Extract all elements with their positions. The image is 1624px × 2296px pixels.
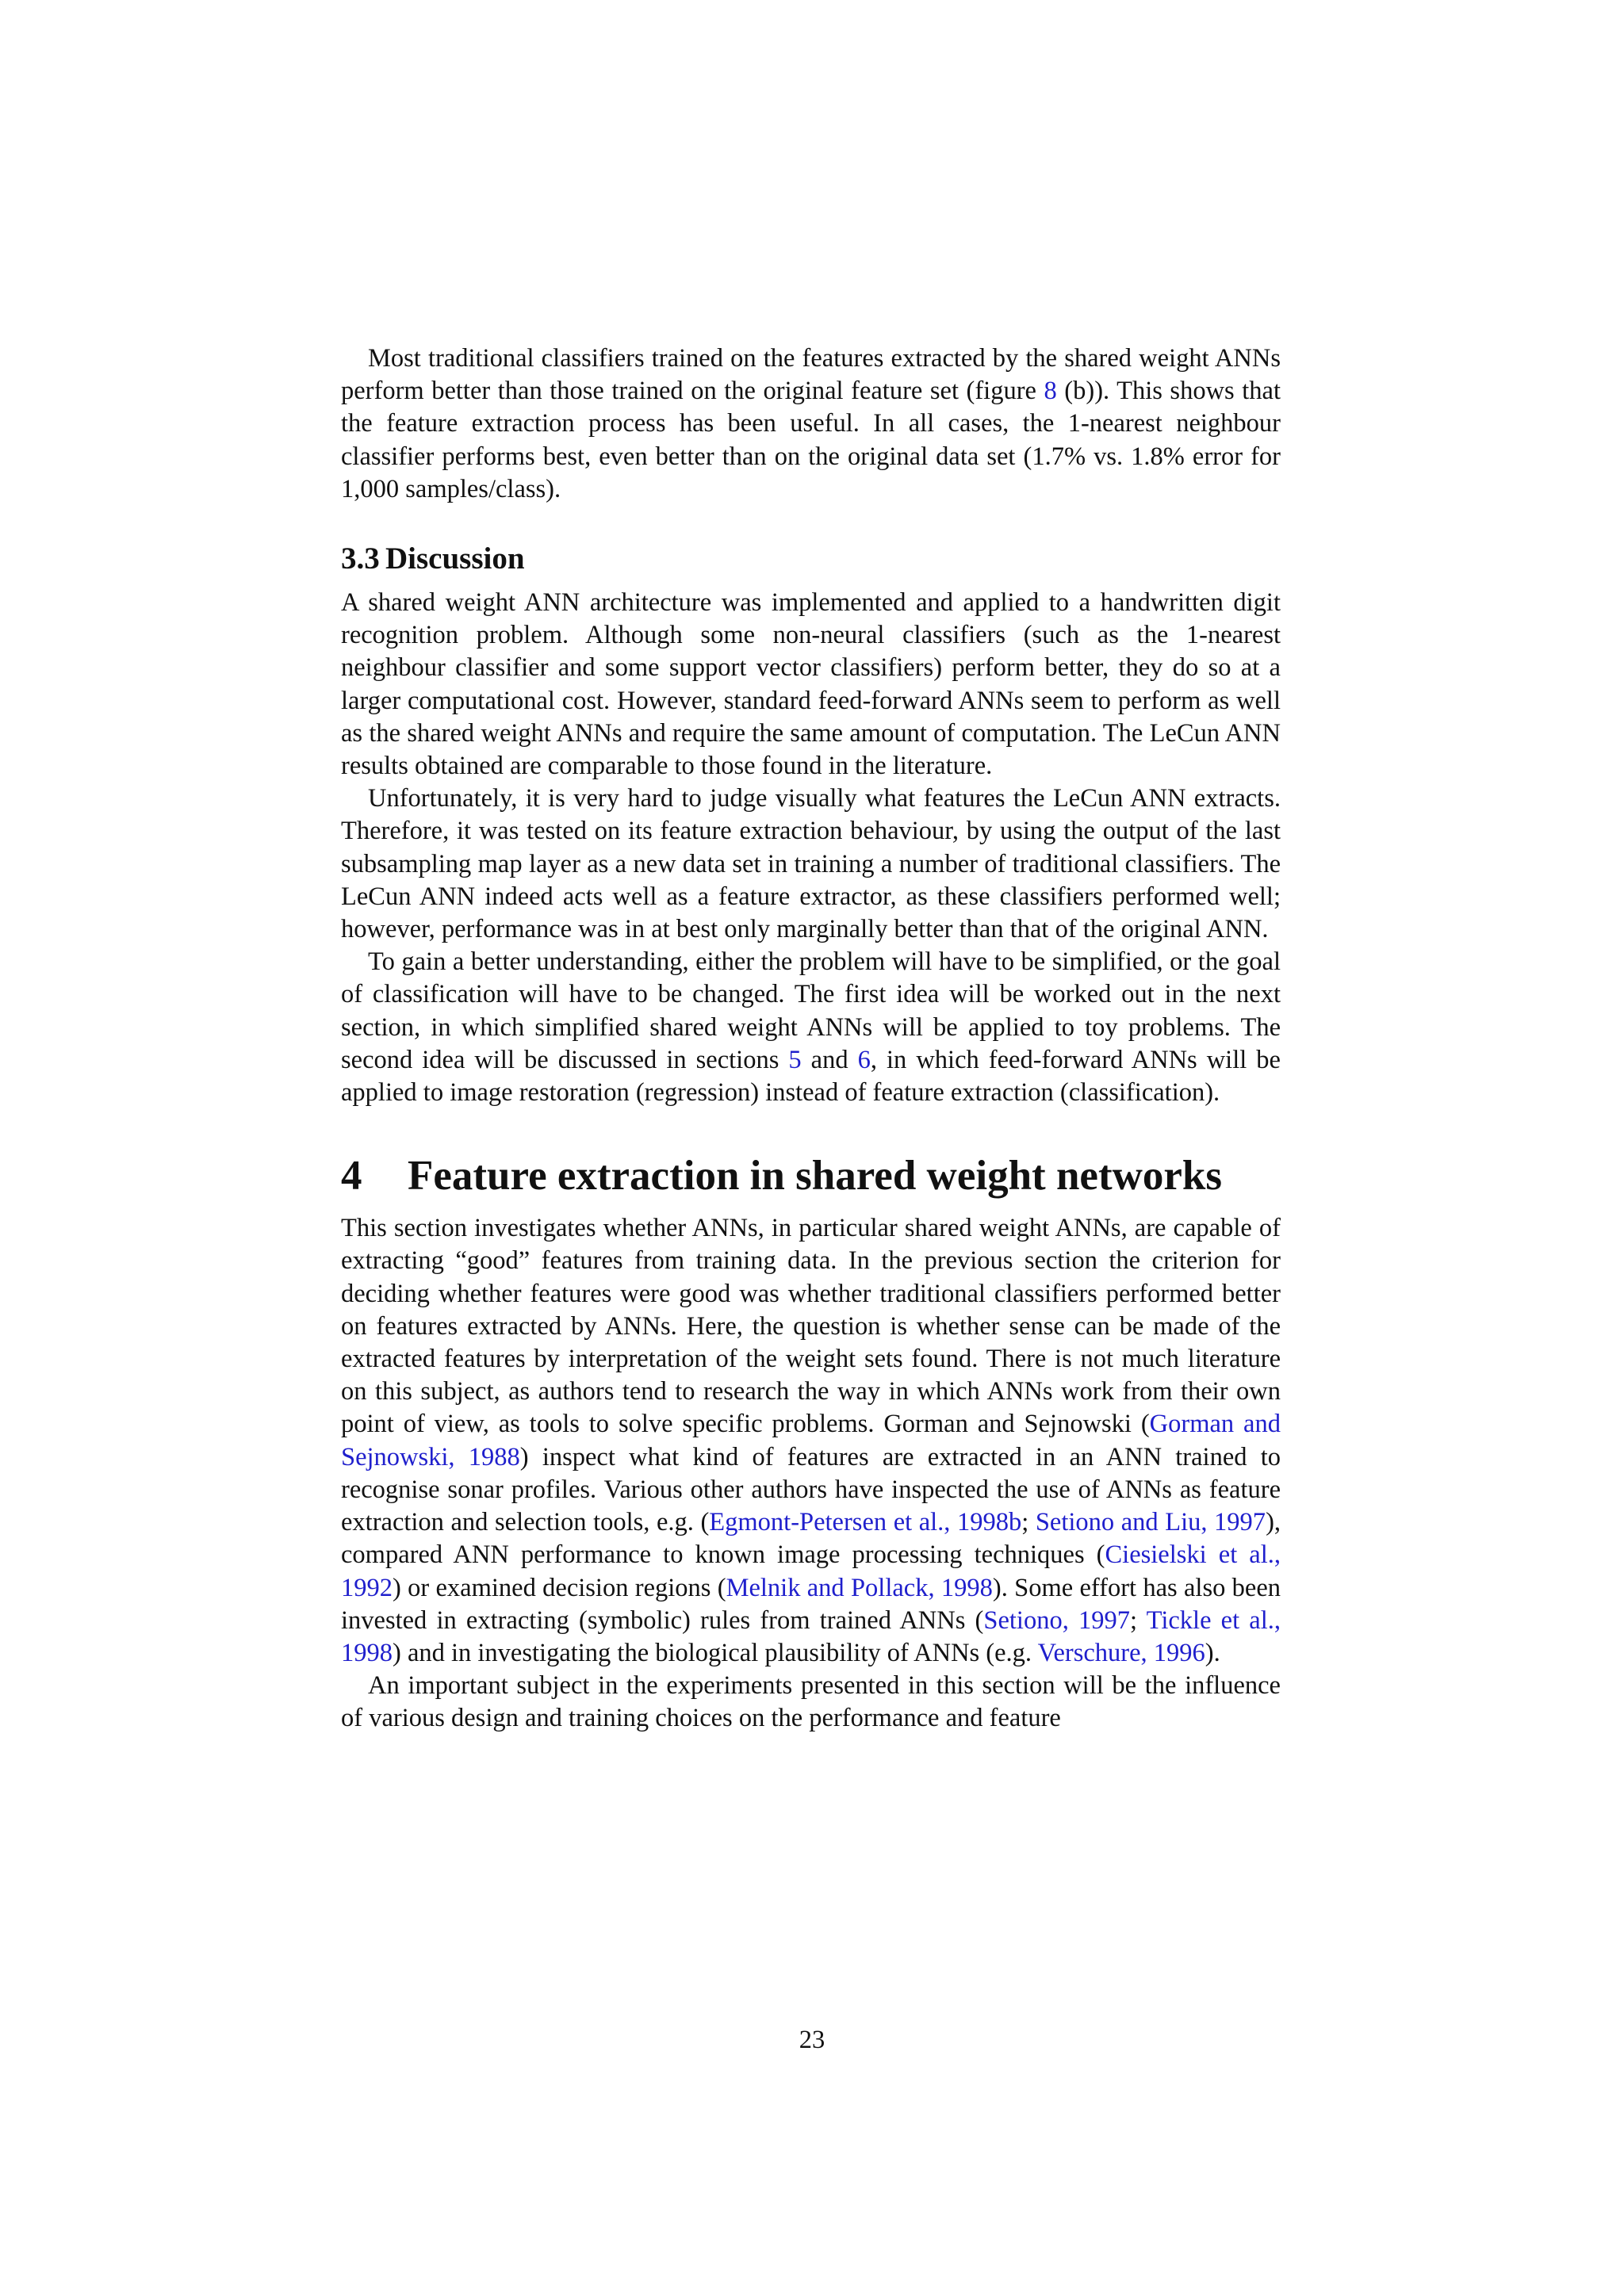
citation-link[interactable]: Ciesielski et al., 1992 [341, 1540, 1281, 1602]
page-body [341, 342, 1281, 1735]
discussion-paragraph-3 [341, 946, 1281, 1109]
page-number: 23 [799, 2026, 825, 2054]
citation-link[interactable]: Egmont-Petersen et al., 1998b [709, 1508, 1022, 1537]
citation-link[interactable]: Gorman and Sejnowski, 1988 [341, 1410, 1281, 1471]
section-title: Discussion [385, 541, 525, 576]
text-span: Most traditional classifiers trained on the features extracted by the shared weight ANNs perform better than those trained on the original feature set (figure [341, 344, 1281, 406]
citation-link[interactable]: Melnik and Pollack, 1998 [726, 1573, 993, 1602]
section-number: 4 [341, 1153, 362, 1200]
citation-link[interactable]: Setiono, 1997 [983, 1605, 1130, 1635]
section-ref-link[interactable]: 5 [788, 1045, 802, 1074]
text-span: ) or examined decision regions ( [393, 1573, 726, 1602]
figure-ref-link[interactable]: 8 [1044, 377, 1057, 406]
discussion-paragraph-2: Unfortunately, it is very hard to judge visually what features the LeCun ANN extracts. Therefore, it was tested on its feature extraction behaviour, by using the output of the last subsampling map layer as a new data set in training a number of traditional classifiers. The LeCun ANN indeed acts well as a feature extractor, as these classifiers performed well; however, performance was in at best only marginally better than that of the original ANN. [341, 784, 1281, 944]
section-ref-link[interactable]: 6 [857, 1045, 871, 1074]
text-span: ; [1021, 1508, 1036, 1537]
citation-link[interactable]: Verschure, 1996 [1037, 1638, 1205, 1667]
section-4-paragraph-1 [341, 1212, 1281, 1670]
section-4-paragraph-2: An important subject in the experiments presented in this section will be the influence of various design and training choices on the performance and feature [341, 1671, 1281, 1733]
citation-link[interactable]: Setiono and Liu, 1997 [1035, 1508, 1266, 1537]
text-span: ; [1130, 1605, 1147, 1635]
text-span: To gain a better understanding, either the problem will have to be simplified, or the goal of classification will have to be changed. The first idea will be worked out in the next section, in which simplified shared weight ANNs will be applied to toy problems. The second idea will be discussed in sections [341, 947, 1281, 1074]
text-span: , in which feed-forward ANNs will be applied to image restoration (regression) instead of feature extraction (classification). [341, 1045, 1281, 1108]
section-heading-3-3 [341, 539, 1281, 579]
discussion-paragraph-1: A shared weight ANN architecture was implemented and applied to a handwritten digit recognition problem. Although some non-neural classifiers (such as the 1-nearest neighbour classifier and some support vector classifiers) perform better, they do so at a larger computational cost. However, standard feed-forward ANNs seem to perform as well as the shared weight ANNs and require the same amount of computation. The LeCun ANN results obtained are comparable to those found in the literature. [341, 588, 1281, 781]
section-number: 3.3 [341, 541, 380, 576]
text-span: ) and in investigating the biological plausibility of ANNs (e.g. [393, 1638, 1038, 1667]
text-span: ). [1205, 1638, 1220, 1667]
section-heading-4 [341, 1150, 1281, 1201]
text-span: This section investigates whether ANNs, in particular shared weight ANNs, are capable of extracting “good” features from training data. In the previous section the criterion for deciding whether features were good was whether traditional classifiers performed better on features extracted by ANNs. Here, the question is whether sense can be made of the extracted features by interpretation of the weight sets found. There is not much literature on this subject, as authors tend to research the way in which ANNs work from their own point of view, as tools to solve specific problems. Gorman and Sejnowski ( [341, 1214, 1281, 1439]
text-span: ) inspect what kind of features are extracted in an ANN trained to recognise sonar profiles. Various other authors have inspected the use of ANNs as feature extraction and selection tools, e.g. ( [341, 1442, 1281, 1537]
text-span: ), compared ANN performance to known image processing techniques ( [341, 1508, 1281, 1570]
text-span: (b)). This shows that the feature extraction process has been useful. In all cases, the 1-nearest neighbour classifier performs best, even better than on the original data set (1.7% vs. 1.8% error for 1,000 samples/class). [341, 377, 1281, 503]
section-title: Feature extraction in shared weight networks [408, 1153, 1223, 1200]
text-span: and [801, 1045, 858, 1074]
paragraph-intro [341, 342, 1281, 506]
text-span: ). Some effort has also been invested in extracting (symbolic) rules from trained ANNs ( [341, 1573, 1281, 1635]
citation-link[interactable]: Tickle et al., 1998 [341, 1605, 1281, 1667]
